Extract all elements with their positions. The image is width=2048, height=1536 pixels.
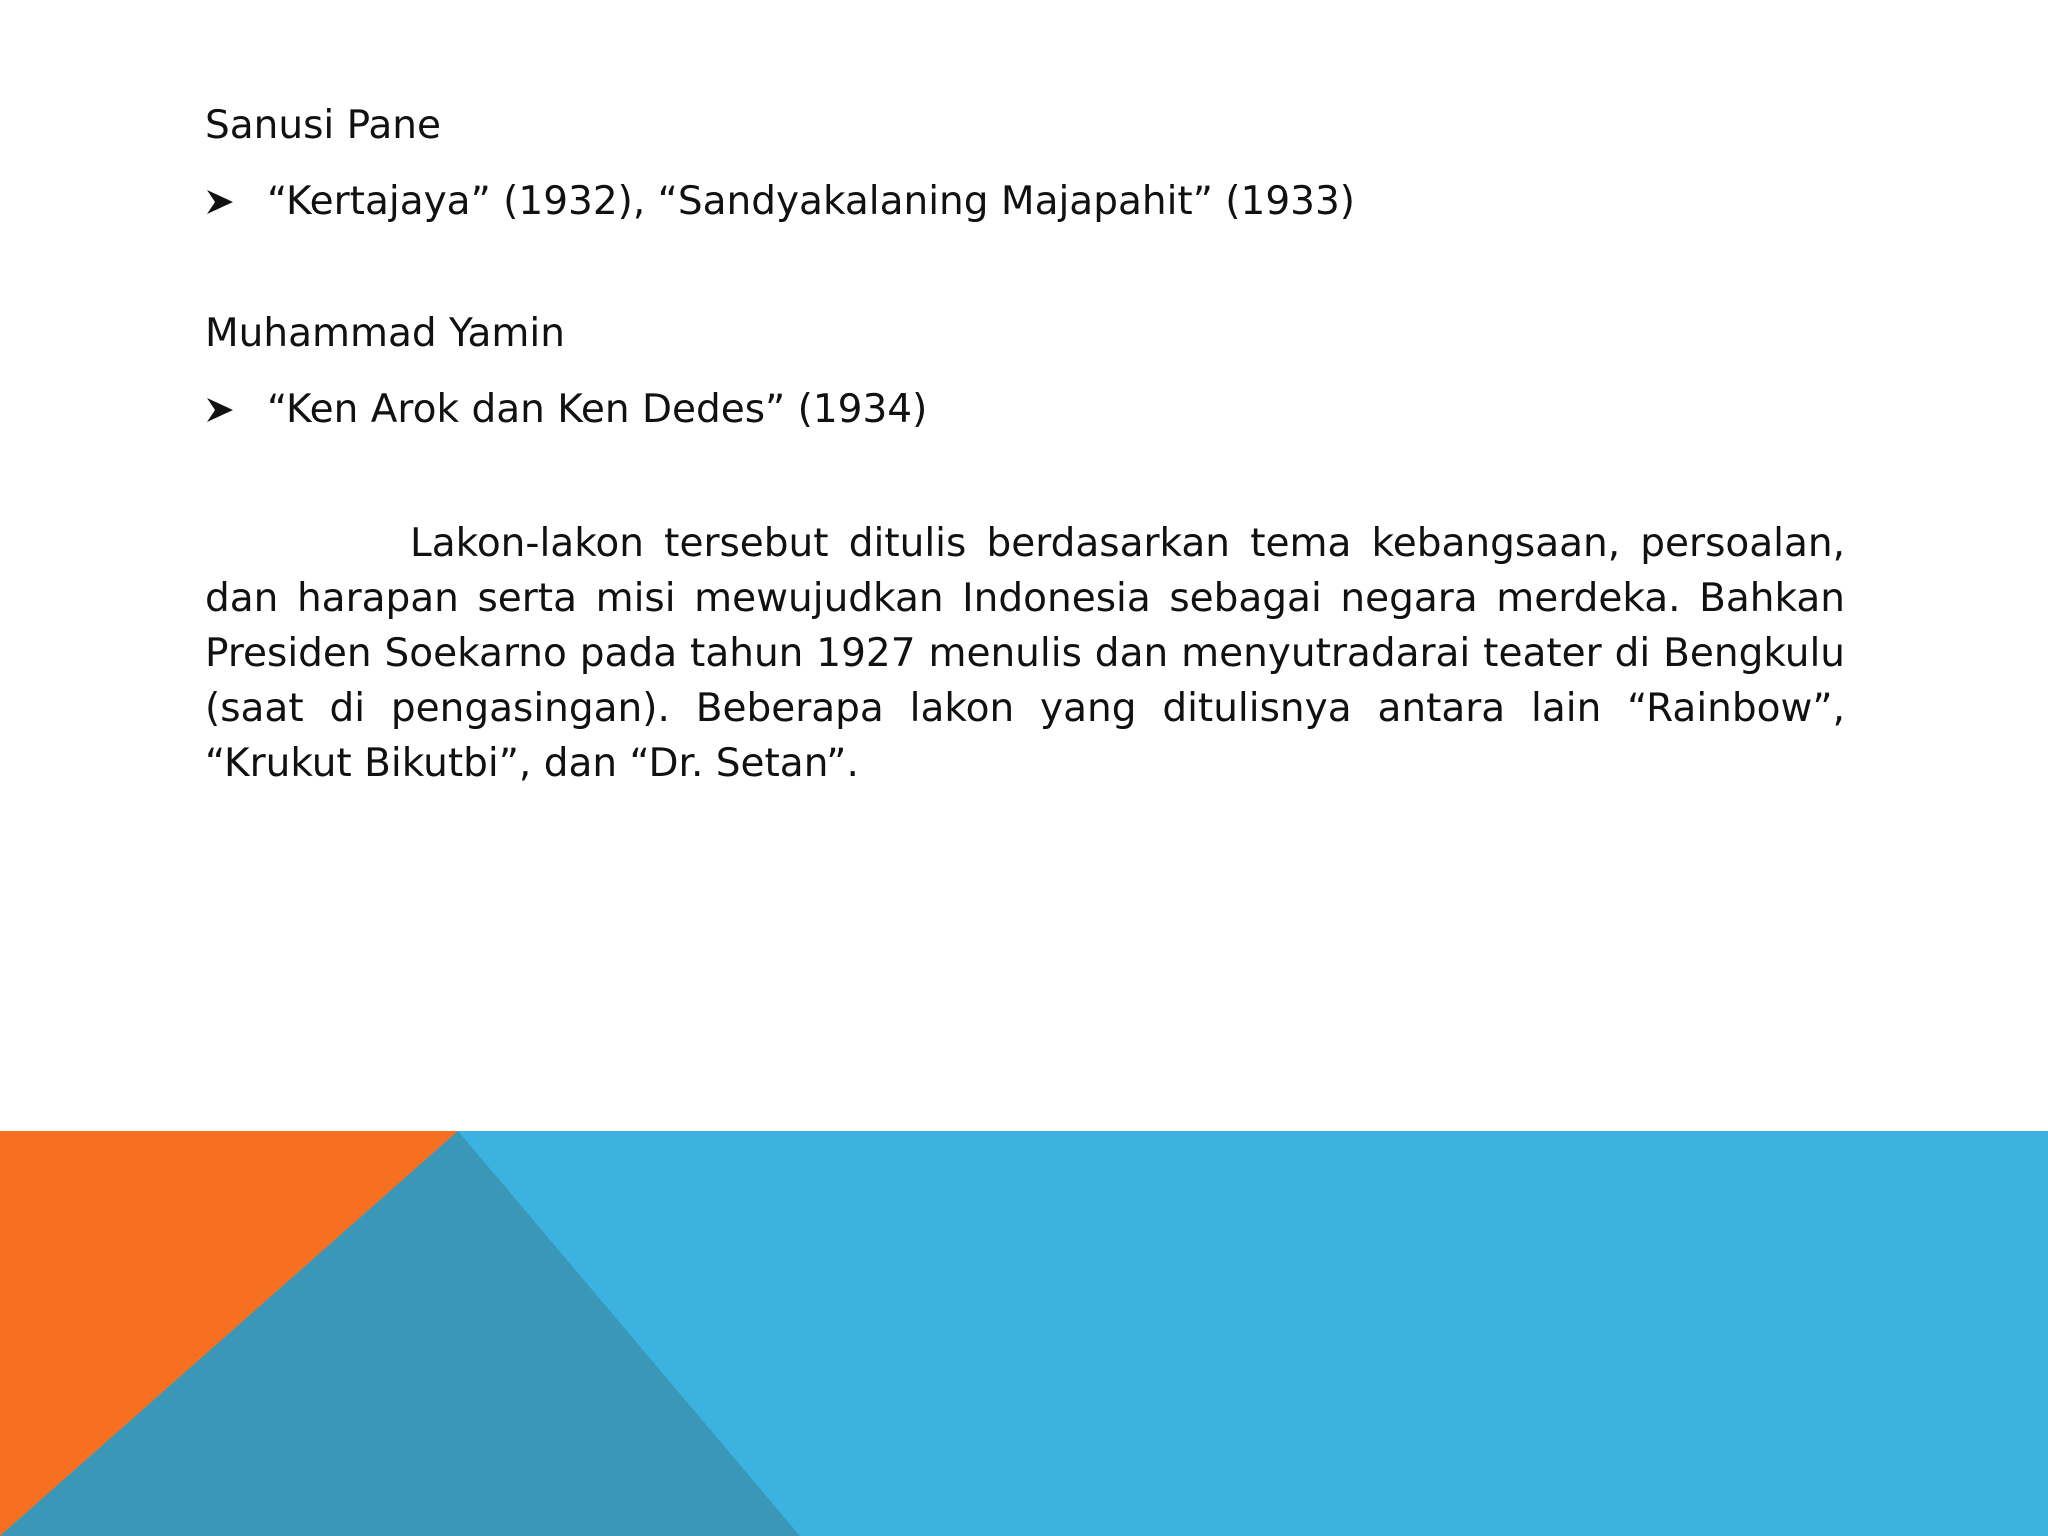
arrowhead-bullet-icon bbox=[205, 176, 267, 228]
section-muhammad-yamin bbox=[205, 308, 1845, 436]
works-bullet bbox=[205, 176, 1845, 228]
decorative-color-band bbox=[0, 1131, 2048, 1536]
body-paragraph: Lakon-lakon tersebut ditulis berdasarkan tema kebangsaan, persoalan, dan harapan serta misi mewujudkan Indonesia sebagai negara merdeka. Bahkan Presiden Soekarno pada tahun 1927 menulis dan menyutradarai teater di Bengkulu (saat di pengasingan). Beberapa lakon yang ditulisnya antara lain “Rainbow”, “Krukut Bikutbi”, dan “Dr. Setan”. bbox=[205, 521, 1845, 786]
works-text: “Kertajaya” (1932), “Sandyakalaning Majapahit” (1933) bbox=[267, 179, 1355, 224]
slide-content bbox=[205, 100, 1845, 791]
author-name: Muhammad Yamin bbox=[205, 311, 565, 356]
section-sanusi-pane bbox=[205, 100, 1845, 228]
arrowhead-bullet-icon bbox=[205, 384, 267, 436]
author-name: Sanusi Pane bbox=[205, 103, 442, 148]
works-text: “Ken Arok dan Ken Dedes” (1934) bbox=[267, 387, 928, 432]
works-bullet bbox=[205, 384, 1845, 436]
